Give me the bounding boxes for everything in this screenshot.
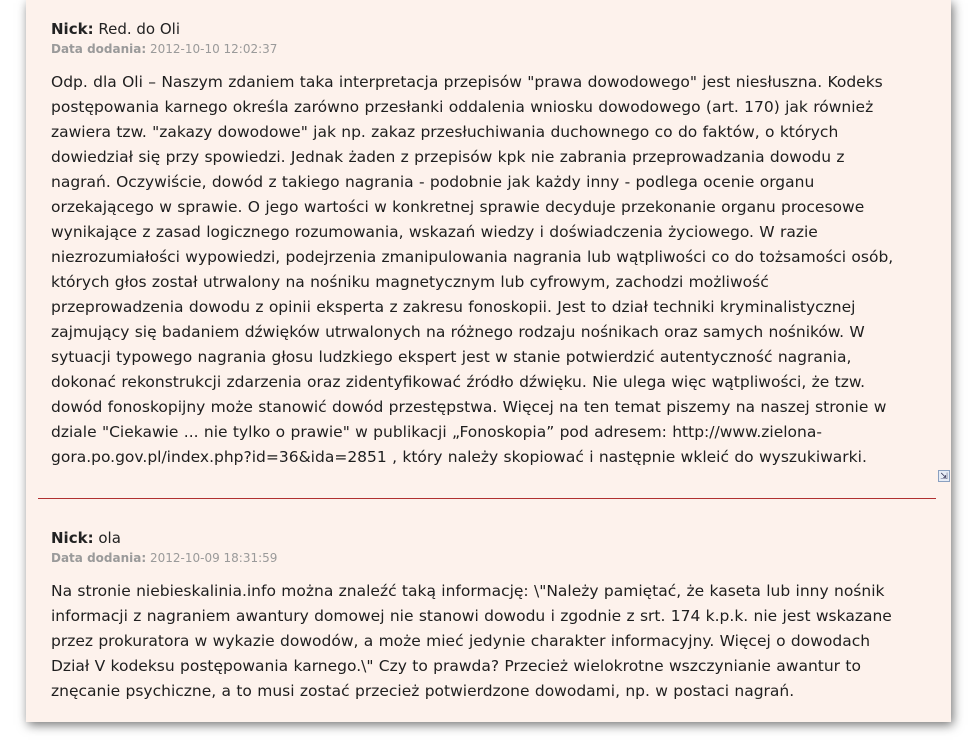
date-label: Data dodania:	[51, 551, 147, 565]
comment-author	[51, 529, 921, 547]
comment-divider	[38, 498, 936, 499]
nick-value: ola	[98, 529, 121, 547]
nick-label: Nick:	[51, 529, 94, 547]
comment-line: przeprowadzenia dowodu z opinii eksperta z zakresu fonoskopii. Jest to dział techniki kryminalistycznej	[51, 298, 856, 316]
comment-line: przez prokuratora w wykazie dowodów, a może mieć jedynie charakter informacyjny. Więcej o dowodach	[51, 632, 871, 650]
comment-body	[51, 70, 921, 470]
comment-line: Dział V kodeksu postępowania karnego.\" Czy to prawda? Przecież wielokrotne wszczynianie awantur to	[51, 657, 861, 675]
comment-line: orzekającego w sprawie. O jego wartości w konkretnej sprawie decyduje przekonanie organu procesowe	[51, 198, 865, 216]
comment-line: znęcanie psychiczne, a to musi zostać przecież potwierdzone dowodami, np. w postaci nagrań.	[51, 682, 795, 700]
comment-author	[51, 20, 921, 38]
comment-body	[51, 579, 921, 704]
comment-line: dowód fonoskopijny może stanowić dowód przestępstwa. Więcej na ten temat piszemy na naszej stronie w	[51, 398, 887, 416]
comment-line: informacji z nagraniem awantury domowej nie stanowi dowodu i zgodnie z srt. 174 k.p.k. nie jest wskazane	[51, 607, 892, 625]
comment-date	[51, 42, 921, 57]
date-label: Data dodania:	[51, 42, 147, 56]
comments-page	[26, 0, 951, 722]
comment-line: Na stronie niebieskalinia.info można znaleźć taką informację: \"Należy pamiętać, że kaseta lub inny nośnik	[51, 582, 885, 600]
comment-line: nagrań. Oczywiście, dowód z takiego nagrania - podobnie jak każdy inny - podlega ocenie organu	[51, 173, 815, 191]
comment-date	[51, 551, 921, 566]
comment-red-do-oli	[51, 20, 921, 470]
comment-line: gora.po.gov.pl/index.php?id=36&ida=2851 , który należy skopiować i następnie wkleić do wyszukiwarki.	[51, 448, 867, 466]
comment-line: wynikające z zasad logicznego rozumowania, wskazań wiedzy i doświadczenia życiowego. W razie	[51, 223, 818, 241]
nick-value: Red. do Oli	[98, 20, 180, 38]
comment-line: zajmujący się badaniem dźwięków utrwalonych na różnego rodzaju nośnikach oraz samych nośników. W	[51, 323, 865, 341]
comment-line: niezrozumiałości wypowiedzi, podejrzenia zmanipulowania nagrania lub wątpliwości co do tożsamości osób,	[51, 248, 894, 266]
comment-line: dokonać rekonstrukcji zdarzenia oraz zidentyfikować źródło dźwięku. Nie ulega więc wątpliwości, że tzw.	[51, 373, 866, 391]
comment-line: których głos został utrwalony na nośniku magnetycznym lub cyfrowym, zachodzi możliwość	[51, 273, 769, 291]
comment-ola	[51, 529, 921, 704]
comment-line: sytuacji typowego nagrania głosu ludzkiego ekspert jest w stanie potwierdzić autentyczność nagrania,	[51, 348, 852, 366]
comment-line: postępowania karnego określa zarówno przesłanki oddalenia wniosku dowodowego (art. 170) jak również	[51, 98, 874, 116]
comment-line: dowiedział się przy spowiedzi. Jednak żaden z przepisów kpk nie zabrania przeprowadzania dowodu z	[51, 148, 845, 166]
nick-label: Nick:	[51, 20, 94, 38]
comment-line: Odp. dla Oli – Naszym zdaniem taka interpretacja przepisów "prawa dowodowego" jest niesłuszna. Kodeks	[51, 73, 883, 91]
expand-icon[interactable]: ⇲	[938, 470, 950, 482]
comment-line: dziale "Ciekawie ... nie tylko o prawie" w publikacji „Fonoskopia” pod adresem: http://www.zielona-	[51, 423, 822, 441]
date-value: 2012-10-09 18:31:59	[149, 551, 278, 565]
date-value: 2012-10-10 12:02:37	[149, 42, 278, 56]
comment-line: zawiera tzw. "zakazy dowodowe" jak np. zakaz przesłuchiwania duchownego co do faktów, o których	[51, 123, 839, 141]
